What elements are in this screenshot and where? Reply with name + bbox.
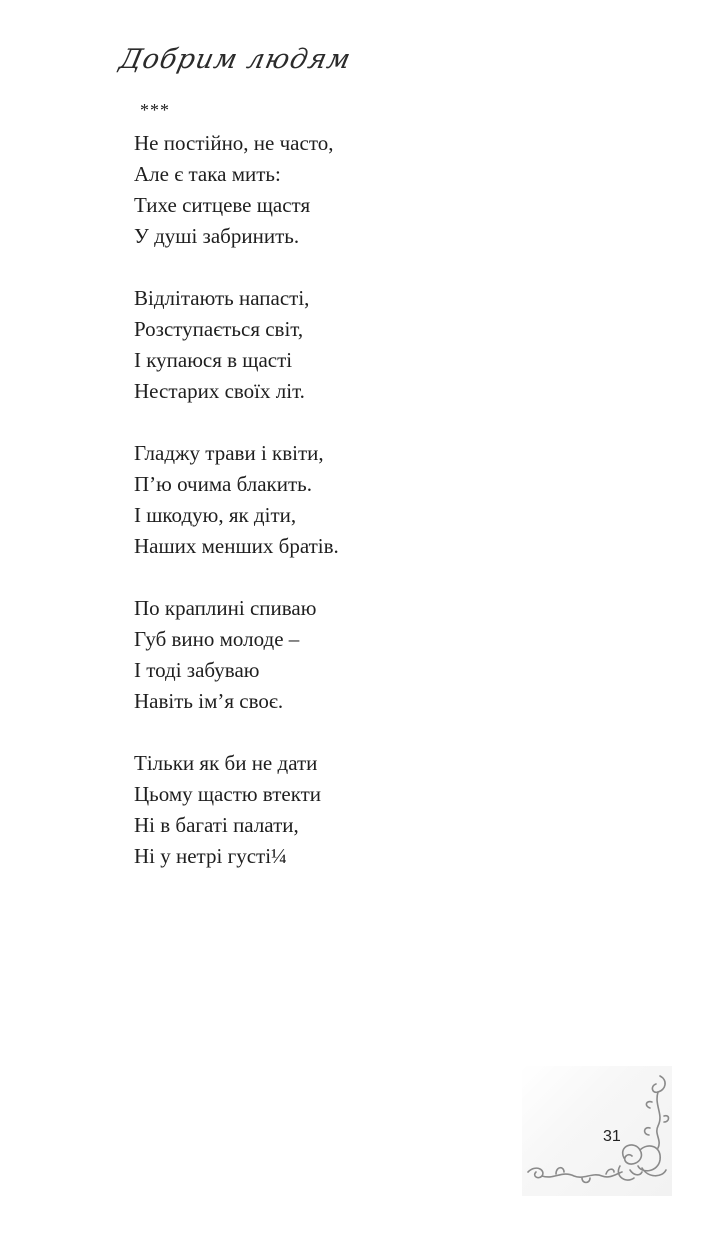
poem-line: Але є така мить: xyxy=(134,162,281,186)
page-number: 31 xyxy=(603,1128,621,1145)
poem-line: П’ю очима блакить. xyxy=(134,472,312,496)
running-header: Добрим людям xyxy=(116,44,354,75)
poem-line: І купаюся в щасті xyxy=(134,348,293,372)
poem-line: Губ вино молоде – xyxy=(134,627,300,651)
poem-body xyxy=(134,128,614,903)
poem-line: Цьому щастю втекти xyxy=(134,782,322,806)
poem-line: Тільки як би не дати xyxy=(134,751,318,775)
poem-line: Наших менших братів. xyxy=(134,534,339,558)
poem-line: Ні в багаті палати, xyxy=(134,813,299,837)
poem-line: І шкодую, як діти, xyxy=(134,503,297,527)
poem-line: Ні у нетрі густі¼ xyxy=(134,844,287,868)
stanza-3 xyxy=(134,438,614,562)
poem-line: У душі забринить. xyxy=(134,224,300,248)
poem-line: Гладжу трави і квіти, xyxy=(134,441,324,465)
poem-line: По краплині спиваю xyxy=(134,596,317,620)
stanza-5 xyxy=(134,748,614,872)
poem-line: І тоді забуваю xyxy=(134,658,260,682)
poem-line: Не постійно, не часто, xyxy=(134,131,334,155)
stanza-1 xyxy=(134,128,614,252)
floral-ornament-icon xyxy=(522,1066,672,1196)
poem-line: Навіть ім’я своє. xyxy=(134,689,284,713)
poem-line: Відлітають напасті, xyxy=(134,286,310,310)
poem-separator: *** xyxy=(140,100,170,120)
poem-line: Тихе ситцеве щастя xyxy=(134,193,311,217)
poem-line: Розступається світ, xyxy=(134,317,304,341)
stanza-2 xyxy=(134,283,614,407)
stanza-4 xyxy=(134,593,614,717)
poem-line: Нестарих своїх літ. xyxy=(134,379,305,403)
